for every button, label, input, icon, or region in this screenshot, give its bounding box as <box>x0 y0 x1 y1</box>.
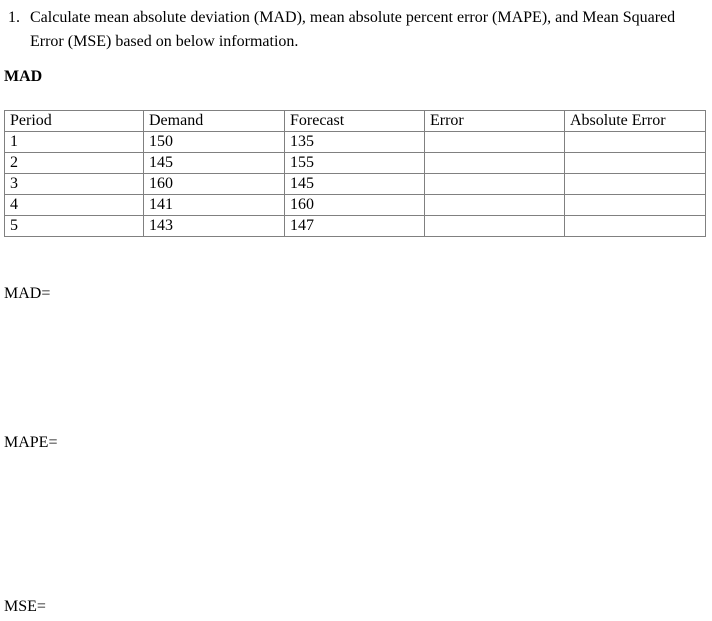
cell-demand: 143 <box>144 216 285 237</box>
cell-error <box>425 195 565 216</box>
header-absolute-error: Absolute Error <box>565 111 706 132</box>
question-number: 1. <box>8 9 20 26</box>
cell-absolute-error <box>565 216 706 237</box>
question-text: Calculate mean absolute deviation (MAD), mean absolute percent error (MAPE), and Mean Squared Error (MSE) based on below information. <box>30 9 676 50</box>
cell-forecast: 155 <box>285 153 425 174</box>
cell-demand: 145 <box>144 153 285 174</box>
cell-forecast: 147 <box>285 216 425 237</box>
cell-absolute-error <box>565 174 706 195</box>
cell-absolute-error <box>565 153 706 174</box>
cell-period: 2 <box>5 153 144 174</box>
mad-answer-label: MAD= <box>4 285 51 302</box>
mse-answer-label: MSE= <box>4 598 46 615</box>
header-demand: Demand <box>144 111 285 132</box>
cell-demand: 160 <box>144 174 285 195</box>
cell-error <box>425 153 565 174</box>
cell-period: 1 <box>5 132 144 153</box>
table-row <box>5 153 706 174</box>
cell-error <box>425 174 565 195</box>
cell-forecast: 160 <box>285 195 425 216</box>
cell-forecast: 135 <box>285 132 425 153</box>
cell-absolute-error <box>565 195 706 216</box>
cell-period: 3 <box>5 174 144 195</box>
cell-demand: 141 <box>144 195 285 216</box>
mape-answer-label: MAPE= <box>4 434 58 451</box>
table-header-row <box>5 111 706 132</box>
cell-error <box>425 216 565 237</box>
cell-absolute-error <box>565 132 706 153</box>
cell-period: 4 <box>5 195 144 216</box>
data-table <box>4 110 706 237</box>
cell-error <box>425 132 565 153</box>
cell-forecast: 145 <box>285 174 425 195</box>
table-row <box>5 174 706 195</box>
question <box>8 6 698 54</box>
header-error: Error <box>425 111 565 132</box>
section-heading-mad: MAD <box>4 68 43 85</box>
header-period: Period <box>5 111 144 132</box>
table-row <box>5 132 706 153</box>
table-row <box>5 216 706 237</box>
cell-period: 5 <box>5 216 144 237</box>
header-forecast: Forecast <box>285 111 425 132</box>
cell-demand: 150 <box>144 132 285 153</box>
table-row <box>5 195 706 216</box>
